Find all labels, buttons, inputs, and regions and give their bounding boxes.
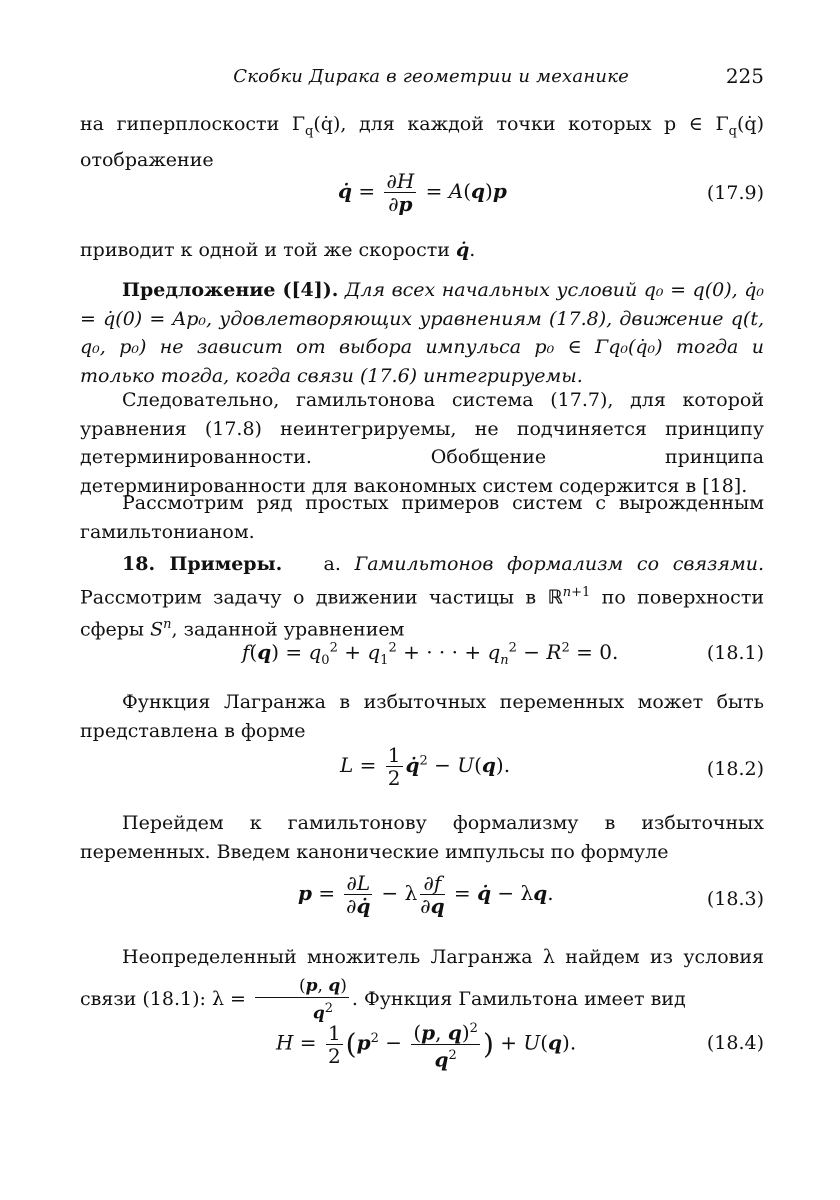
paragraph-lagrangian: Функция Лагранжа в избыточных переменных может быть представлена в форме [80, 691, 764, 742]
equation-18-2 [80, 742, 764, 802]
equation-number: (18.4) [706, 1032, 764, 1054]
subsection-title: Гамильтонов формализм со связями. [354, 553, 765, 575]
paragraph-consequence: Следовательно, гамильтонова система (17.7), для которой уравнения (17.8) неинтегрируемы, не подчиняется принципу детерминированности. Обобщение принципа детерминированности для вакономных систем содержится в [18]. [80, 389, 764, 497]
paragraph-multiplier: Неопределенный множитель Лагранжа λ найдем из условия связи (18.1): λ = $\frac{(p, q)}{q^2}$ . Функция Гамильтона имеет вид [80, 946, 764, 1024]
equation-body: q̇ = $\frac{\partial H}{\partial p}$ = A(q)p [338, 169, 507, 216]
paragraph-examples-intro: Рассмотрим ряд простых примеров систем с вырожденным гамильтонианом. [80, 492, 764, 543]
equation-body: L = $\frac{1}{2}$ q̇$^2$ − U(q). [340, 743, 511, 790]
equation-number: (18.2) [706, 758, 764, 780]
page-number: 225 [725, 64, 764, 88]
proposition-label: Предложение ([4]). [122, 279, 339, 301]
section-18: 18. Примеры. а. Гамильтонов формализм со связями. Рассмотрим задачу о движении частицы в ℝ$^{n+1}$ по поверхности сферы $S^n$, заданной уравнением [80, 553, 765, 641]
running-title: Скобки Дирака в геометрии и механике [233, 66, 629, 87]
section-heading: 18. Примеры. [122, 553, 283, 575]
equation-18-1 [80, 636, 764, 696]
equation-18-3 [80, 870, 764, 930]
proposition [80, 276, 764, 390]
equation-number: (18.3) [706, 888, 764, 910]
paragraph-hamiltonian-formalism: Перейдем к гамильтонову формализму в избыточных переменных. Введем канонические импульсы по формуле [80, 812, 764, 863]
proposition-text: Для всех начальных условий q₀ = q(0), q̇₀ = q̇(0) = Ap₀, удовлетворяющих уравнениям (17.8), движение q(t, q₀, p₀) не зависит от выбора импульса p₀ ∈ Γq₀(q̇₀) тогда и только тогда, когда связи (17.6) интегрируемы. [80, 279, 765, 387]
equation-number: (17.9) [706, 182, 764, 204]
equation-17-9 [80, 168, 764, 228]
paragraph-velocity: приводит к одной и той же скорости q̇. [80, 239, 476, 261]
equation-18-4 [80, 1018, 764, 1078]
equation-body: $f(q) = q_0^2 + q_1^2$ + · · · + $q_n^2 - R^2 = 0$. [242, 640, 619, 668]
equation-number: (18.1) [706, 642, 764, 664]
paragraph-hyperplane: на гиперплоскости $\Gamma_q(q̇)$, для каждой точки которых p ∈ $\Gamma_q(q̇)$ отображение [80, 113, 764, 172]
page-header [80, 64, 764, 92]
equation-body: p = $\frac{\partial L}{\partial q̇}$ − λ $\frac{\partial f}{\partial q}$ = q̇ − λq. [298, 871, 554, 918]
equation-body: H = $\frac{1}{2}$ ($p^2$ − $\frac{(p, q)^2}{q^2}$ ) + U(q). [276, 1018, 576, 1070]
